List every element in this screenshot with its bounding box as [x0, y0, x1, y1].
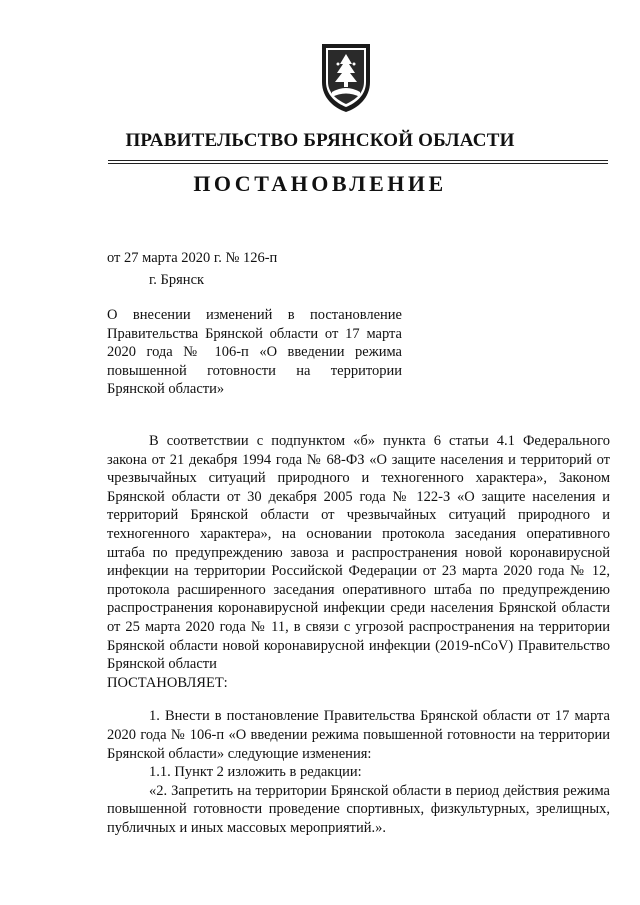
- document-body: [107, 432, 610, 837]
- paragraph-gap: [107, 692, 610, 707]
- header-divider: [108, 160, 608, 161]
- item-2-quote-paragraph: «2. Запретить на территории Брянской области в период действия режима повышенной готовности проведение спортивных, физкультурных, зрелищных, публичных и иных массовых мероприятий.».: [107, 782, 610, 836]
- item-1-1-paragraph: 1.1. Пункт 2 изложить в редакции:: [149, 764, 362, 781]
- preamble-paragraph: В соответствии с подпунктом «б» пункта 6 статьи 4.1 Федерального закона от 21 декабря 1994 года № 68-ФЗ «О защите населения и территорий от чрезвычайных ситуаций природного и техногенного характера», Законом Брянской области от 30 декабря 2005 года № 122-З «О защите населения и территорий Брянской области от чрезвычайных ситуаций природного и техногенного характера», на основании протокола заседания оперативного штаба по предупреждению завоза и распространения новой коронавирусной инфекции на территории Российской Федерации от 23 марта 2020 года № 12, протокола расширенного заседания оперативного штаба по предупреждению распространения коронавирусной инфекции среди населения Брянской области от 25 марта 2020 года № 11, в связи с угрозой распространения на территории Брянской области новой коронавирусной инфекции (2019-nCoV) Правительство Брянской области: [107, 433, 610, 673]
- city-line: г. Брянск: [149, 272, 205, 288]
- item-1-paragraph: 1. Внести в постановление Правительства Брянской области от 17 марта 2020 года № 106-п «О введении режима повышенной готовности на территории Брянской области» следующие изменения:: [107, 708, 610, 762]
- header-divider-thin: [108, 163, 608, 164]
- decree-word: ПОСТАНОВЛЯЕТ:: [107, 674, 228, 691]
- date-number-line: от 27 марта 2020 г. № 126-п: [107, 250, 278, 266]
- org-name: ПРАВИТЕЛЬСТВО БРЯНСКОЙ ОБЛАСТИ: [125, 130, 515, 151]
- subject-heading: О внесении изменений в постановление Правительства Брянской области от 17 марта 2020 года № 106-п «О введении режима повышенной готовности на территории Брянской области»: [107, 307, 402, 398]
- doc-type-title: ПОСТАНОВЛЕНИЕ: [193, 171, 447, 196]
- coat-of-arms-icon: [318, 42, 374, 114]
